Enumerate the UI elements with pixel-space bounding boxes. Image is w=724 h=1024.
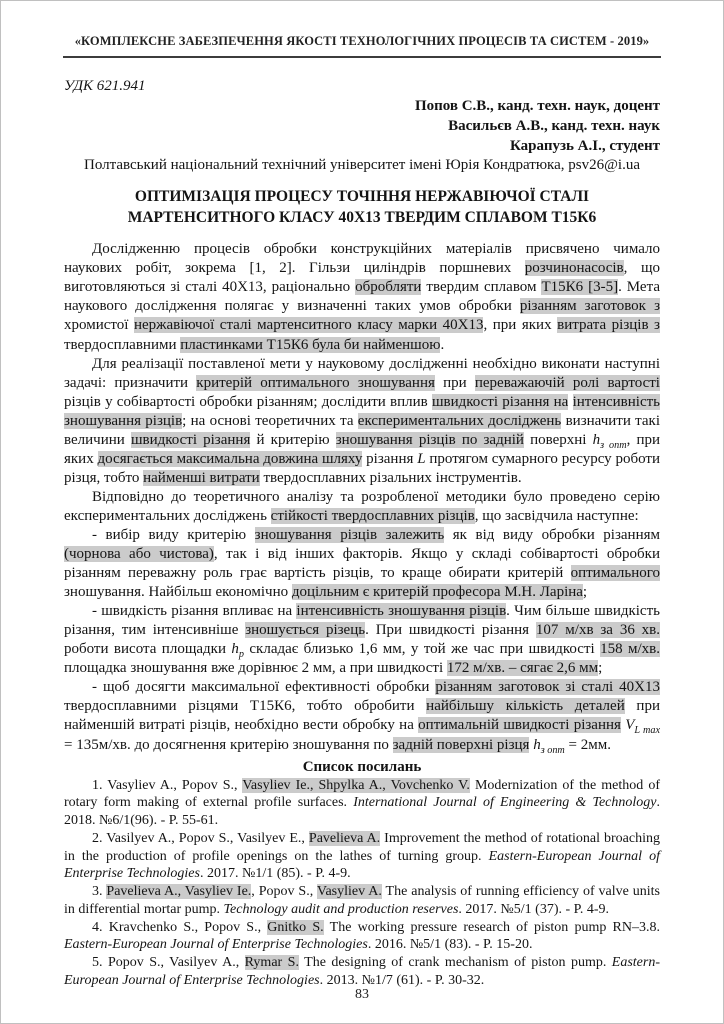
body-paragraph: Для реалізації поставленої мети у науковому дослідженні необхідно виконати наступні задачі: призначити критерій оптимального зношування при переважаючій ролі вартості різців у собівартості обробки різанням; дослідити вплив швидкості різання на інтенсивність зношування різців; на основі теоретичних та експериментальних досліджень визначити такі величини швидкості різання й критерію зношування різців по задній поверхні $h_{з опт}$, при яких досягається максимальна довжина шляху різання L протягом сумарного ресурсу роботи різця, тобто найменші витрати твердосплавних різальних інструментів. <box>64 355 661 486</box>
header-rule <box>63 56 661 58</box>
author-line: Карапузь А.І., студент <box>510 137 660 154</box>
body-paragraph: Дослідженню процесів обробки конструкційних матеріалів присвячено чимало наукових робіт, зокрема [1, 2]. Гільзи циліндрів поршневих розчинонасосів, що виготовляються зі сталі 40Х13, раціонально обробляти твердим сплавом Т15К6 [3-5]. Мета наукового дослідження полягає у визначенні таких умов обробки різанням заготовок з хромистої нержавіючої сталі мартенситного класу марки 40Х13, при яких витрата різців з твердосплавними пластинками Т15К6 була би найменшою. <box>64 241 660 353</box>
page-number: 83 <box>355 987 369 1002</box>
author-line: Васильєв А.В., канд. техн. наук <box>448 117 660 134</box>
page-content <box>1 78 723 990</box>
reference-item: 2. Vasilyev A., Popov S., Vasilyev E., Pavelieva A. Improvement the method of rotational broaching in the production of profile openings on the lathes of turning group. Eastern-European Journal of Enterprise Technologies. 2017. №1/1 (85). - P. 4-9. <box>64 830 660 882</box>
udk-code: УДК 621.941 <box>64 78 146 94</box>
reference-item: 1. Vasyliev A., Popov S., Vasyliev Ie., Shpylka A., Vovchenko V. Modernization of the method of rotary form making of external profile surfaces. International Journal of Engineering & Technology. 2018. №6/1(96). - P. 55-61. <box>64 777 660 829</box>
paper-title-line-2: МАРТЕНСИТНОГО КЛАСУ 40Х13 ТВЕРДИМ СПЛАВОМ Т15К6 <box>127 208 597 226</box>
conference-header: «КОМПЛЕКСНЕ ЗАБЕЗПЕЧЕННЯ ЯКОСТІ ТЕХНОЛОГІЧНИХ ПРОЦЕСІВ ТА СИСТЕМ - 2019» <box>74 34 650 48</box>
references-list <box>64 777 660 990</box>
author-line: Попов С.В., канд. техн. наук, доцент <box>414 98 660 114</box>
affiliation-line: Полтавський національний технічний університет імені Юрія Кондратюка, psv26@i.ua <box>84 157 640 174</box>
paper-title-line-1: ОПТИМІЗАЦІЯ ПРОЦЕСУ ТОЧІННЯ НЕРЖАВІЮЧОЇ СТАЛІ <box>134 188 590 206</box>
body-paragraph: - вибір виду критерію зношування різців залежить як від виду обробки різанням (чорнова або чистова), так і від інших факторів. Якщо у складі собівартості обробки різанням переважну роль грає вартість різців, то краще обирати критерій оптимального зношування. Найбільш економічно доцільним є критерій професора М.Н. Ларіна; <box>64 527 660 601</box>
body-paragraph: Відповідно до теоретичного аналізу та розробленої методики було проведено серію експериментальних досліджень стійкості твердосплавних різців, що засвідчила наступне: <box>64 488 660 524</box>
body-paragraph: - швидкість різання впливає на інтенсивність зношування різців. Чим більше швидкість різання, тим інтенсивніше зношується різець. При швидкості різання 107 м/хв за 36 хв. роботи висота площадки $h_р$ складає близько 1,6 мм, у той же час при швидкості 158 м/хв. площадка зношування вже дорівнює 2 мм, а при швидкості 172 м/хв. – сягає 2,6 мм; <box>64 603 661 677</box>
paper-title <box>64 187 660 228</box>
body-paragraph: - щоб досягти максимальної ефективності обробки різанням заготовок зі сталі 40Х13 твердосплавними різцями Т15К6, тобто обробити найбільшу кількість деталей при найменшій витраті різців, необхідно вести обробку на оптимальній швидкості різання $V_{L max} = 135м/хв$. до досягнення критерію зношування по задній поверхні різця $h_{з опт} = 2мм$. <box>64 679 661 756</box>
reference-item: 5. Popov S., Vasilyev A., Rymar S. The designing of crank mechanism of piston pump. Eastern-European Journal of Enterprise Technologies. 2013. №1/7 (61). - P. 30-32. <box>64 955 661 988</box>
authors-block <box>64 97 660 156</box>
reference-item: 3. Pavelieva A., Vasyliev Ie., Popov S., Vasyliev A. The analysis of running efficiency of valve units in differential mortar pump. Technology audit and production reserves. 2017. №5/1 (37). - P. 4-9. <box>64 884 660 917</box>
paper-body <box>64 240 660 754</box>
references-heading: Список посилань <box>302 758 422 775</box>
reference-item: 4. Kravchenko S., Popov S., Gnitko S. The working pressure research of piston pump RN–3.8. Eastern-European Journal of Enterprise Technologies. 2016. №5/1 (83). - P. 15-20. <box>64 919 660 953</box>
